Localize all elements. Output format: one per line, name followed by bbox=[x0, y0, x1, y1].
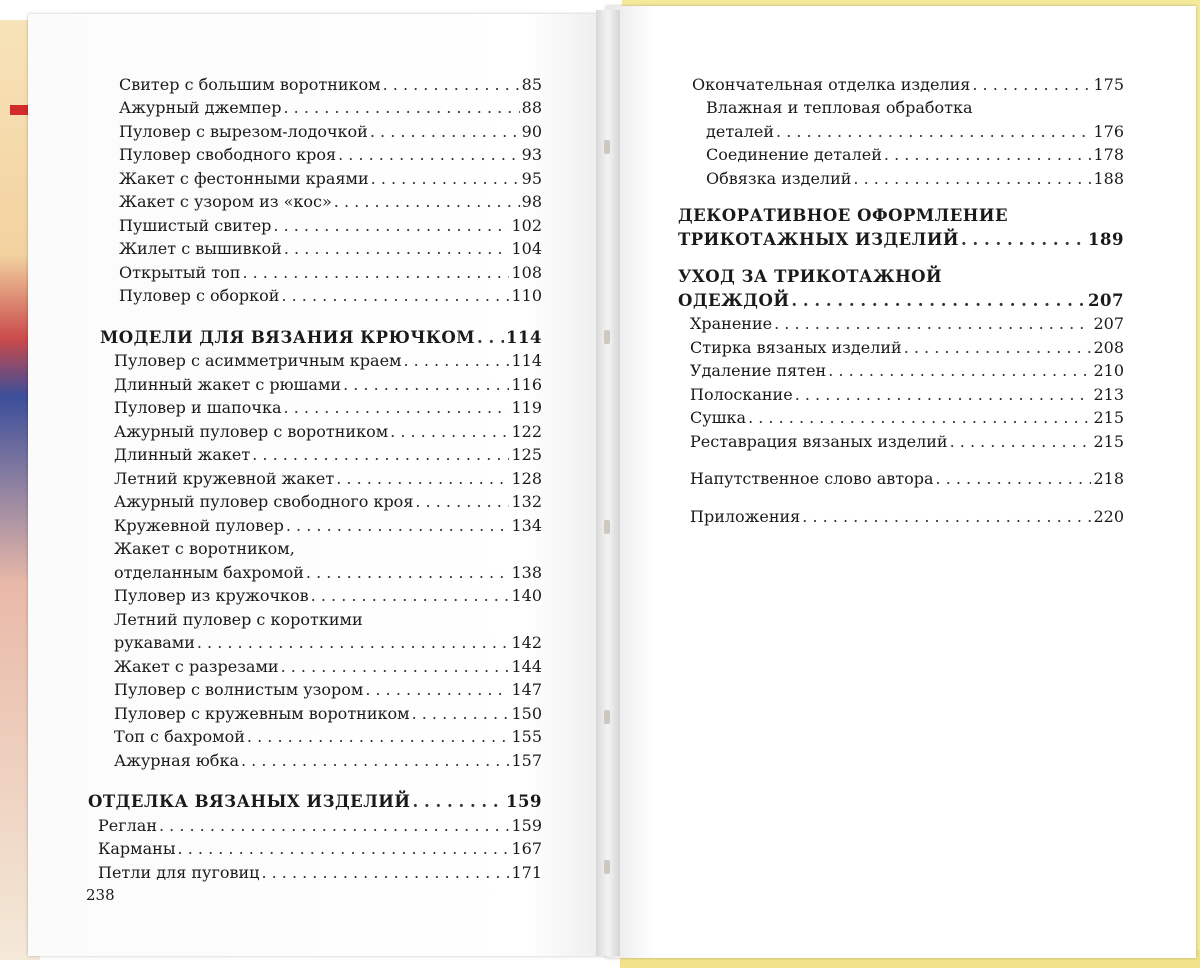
binding-stitch bbox=[604, 520, 610, 534]
toc-dot-leader bbox=[936, 468, 1092, 490]
toc-dot-leader bbox=[413, 791, 505, 813]
toc-entry-page: 102 bbox=[511, 215, 542, 235]
toc-entry-page: 213 bbox=[1093, 384, 1124, 404]
toc-entry-page: 110 bbox=[511, 286, 542, 305]
toc-entry-afterword[interactable] bbox=[690, 467, 1124, 491]
toc-entry-page: 140 bbox=[511, 586, 542, 605]
toc-entry-page: 171 bbox=[511, 862, 542, 882]
toc-entry[interactable] bbox=[119, 260, 542, 284]
toc-entry[interactable] bbox=[114, 631, 542, 655]
toc-entry-title: Ажурный джемпер bbox=[119, 98, 282, 117]
toc-dot-leader bbox=[477, 327, 504, 349]
toc-entry-page: 93 bbox=[521, 145, 542, 164]
toc-entry-title: Хранение bbox=[690, 314, 773, 333]
toc-entry[interactable] bbox=[119, 143, 542, 167]
toc-entry[interactable] bbox=[114, 349, 542, 373]
toc-entry-title: Петли для пуговиц bbox=[98, 862, 260, 882]
toc-entry-page: 147 bbox=[511, 680, 542, 699]
toc-entry-page: 108 bbox=[511, 262, 542, 282]
binding-stitch bbox=[604, 140, 610, 154]
toc-entry-title: Летний пуловер с короткими bbox=[114, 609, 363, 629]
toc-entry-page: 188 bbox=[1093, 168, 1124, 188]
toc-entry-title: Пуловер с оборкой bbox=[119, 286, 280, 305]
binding-stitch bbox=[604, 330, 610, 344]
toc-section-title: ТРИКОТАЖНЫХ ИЗДЕЛИЙ bbox=[678, 229, 959, 249]
toc-entry-title: Пуловер с кружевным воротником bbox=[114, 703, 410, 723]
toc-entry-title: деталей bbox=[706, 121, 775, 141]
toc-dot-leader bbox=[284, 238, 510, 260]
toc-entry[interactable] bbox=[114, 584, 542, 608]
toc-entry-page: 220 bbox=[1093, 506, 1124, 526]
toc-entry-page: 128 bbox=[511, 468, 542, 488]
binding-stitch bbox=[604, 860, 610, 874]
toc-entry-title: Длинный жакет с рюшами bbox=[114, 374, 342, 394]
toc-group-care bbox=[678, 312, 1124, 528]
toc-entry-page: 90 bbox=[521, 121, 542, 141]
toc-entry[interactable] bbox=[114, 701, 542, 725]
toc-entry-page: 85 bbox=[521, 74, 542, 94]
toc-entry-page: 144 bbox=[511, 656, 542, 676]
toc-entry-title: Карманы bbox=[98, 839, 176, 858]
toc-entry[interactable] bbox=[114, 513, 542, 537]
toc-section-page: 159 bbox=[506, 792, 542, 811]
toc-entry-title: Жакет с фестонными краями bbox=[119, 168, 369, 188]
toc-entry[interactable] bbox=[114, 466, 542, 490]
toc-entry-title: Ажурный пуловер свободного кроя bbox=[114, 492, 414, 511]
left-toc bbox=[88, 72, 542, 884]
toc-entry-page: 150 bbox=[511, 703, 542, 723]
toc-entry-title: Пушистый свитер bbox=[119, 215, 272, 235]
toc-entry-line1[interactable] bbox=[114, 607, 542, 631]
toc-dot-leader bbox=[791, 290, 1086, 312]
toc-entry[interactable] bbox=[119, 190, 542, 214]
toc-entry-title: Жилет с вышивкой bbox=[119, 239, 282, 258]
toc-dot-leader bbox=[961, 229, 1086, 251]
toc-dot-leader bbox=[241, 750, 509, 772]
toc-section-title: МОДЕЛИ ДЛЯ ВЯЗАНИЯ КРЮЧКОМ bbox=[100, 327, 476, 347]
toc-entry-title: Жакет с воротником, bbox=[114, 539, 295, 558]
toc-entry-title: Реставрация вязаных изделий bbox=[690, 431, 948, 451]
toc-entry-title: Удаление пятен bbox=[690, 361, 827, 380]
toc-dot-leader bbox=[273, 215, 509, 237]
toc-entry-appendix[interactable] bbox=[690, 504, 1124, 528]
toc-entry-page: 138 bbox=[511, 562, 542, 582]
toc-entry-page: 167 bbox=[511, 839, 542, 858]
toc-entry-page: 207 bbox=[1093, 314, 1124, 333]
toc-entry[interactable] bbox=[690, 382, 1124, 406]
toc-entry[interactable] bbox=[98, 813, 542, 837]
toc-entry-title: Окончательная отделка изделия bbox=[692, 74, 971, 94]
toc-entry[interactable] bbox=[690, 335, 1124, 359]
toc-entry[interactable] bbox=[114, 443, 542, 467]
toc-entry-title: Приложения bbox=[690, 506, 801, 526]
toc-section-page: 207 bbox=[1088, 290, 1124, 310]
toc-entry[interactable] bbox=[114, 372, 542, 396]
toc-dot-leader bbox=[281, 656, 510, 678]
toc-entry-title: Жакет с узором из «кос» bbox=[119, 192, 332, 211]
toc-entry[interactable] bbox=[706, 143, 1124, 167]
toc-entry-title: отделанным бахромой bbox=[114, 562, 304, 582]
toc-dot-leader bbox=[261, 862, 509, 884]
toc-entry-title: Длинный жакет bbox=[114, 445, 251, 464]
toc-dot-leader bbox=[370, 121, 520, 143]
toc-entry-page: 88 bbox=[521, 98, 542, 117]
toc-entry[interactable] bbox=[114, 396, 542, 420]
toc-entry[interactable] bbox=[114, 725, 542, 749]
toc-entry-page: 132 bbox=[511, 492, 542, 511]
toc-dot-leader bbox=[178, 838, 510, 860]
toc-dot-leader bbox=[853, 168, 1091, 190]
toc-entry-page: 142 bbox=[511, 633, 542, 652]
toc-entry[interactable] bbox=[706, 119, 1124, 143]
toc-dot-leader bbox=[247, 726, 510, 748]
toc-entry-page: 157 bbox=[511, 750, 542, 770]
toc-entry[interactable] bbox=[114, 678, 542, 702]
toc-entry-title: Пуловер с волнистым узором bbox=[114, 680, 364, 699]
toc-entry[interactable] bbox=[119, 284, 542, 308]
toc-dot-leader bbox=[336, 468, 509, 490]
toc-entry-page: 178 bbox=[1093, 145, 1124, 164]
toc-entry-title: Полоскание bbox=[690, 384, 793, 404]
toc-entry[interactable] bbox=[114, 419, 542, 443]
toc-dot-leader bbox=[252, 444, 509, 466]
toc-dot-leader bbox=[242, 262, 509, 284]
toc-entry-page: 116 bbox=[511, 374, 542, 394]
page-number: 238 bbox=[86, 886, 115, 904]
right-toc bbox=[678, 72, 1124, 528]
toc-dot-leader bbox=[306, 562, 510, 584]
toc-dot-leader bbox=[338, 144, 520, 166]
toc-entry-title: Напутственное слово автора bbox=[690, 469, 934, 488]
toc-entry[interactable] bbox=[690, 406, 1124, 430]
toc-entry-title: Свитер с большим воротником bbox=[119, 74, 381, 94]
toc-entry-title: Стирка вязаных изделий bbox=[690, 337, 902, 357]
toc-entry-page: 208 bbox=[1093, 337, 1124, 357]
toc-section-page: 189 bbox=[1088, 229, 1124, 249]
toc-entry-page: 125 bbox=[511, 445, 542, 464]
toc-dot-leader bbox=[159, 815, 509, 837]
toc-entry[interactable] bbox=[706, 166, 1124, 190]
toc-entry-page: 98 bbox=[521, 192, 542, 211]
toc-dot-leader bbox=[904, 337, 1092, 359]
toc-entry-page: 122 bbox=[511, 421, 542, 441]
toc-entry[interactable] bbox=[98, 837, 542, 861]
toc-section-decor-line1[interactable] bbox=[678, 204, 1124, 228]
toc-entry-title: Пуловер и шапочка bbox=[114, 398, 282, 417]
toc-entry-title: Сушка bbox=[690, 408, 747, 427]
toc-entry[interactable] bbox=[119, 166, 542, 190]
toc-entry-title: Кружевной пуловер bbox=[114, 515, 284, 535]
toc-section-title: УХОД ЗА ТРИКОТАЖНОЙ bbox=[678, 267, 943, 286]
toc-section-care-line1[interactable] bbox=[678, 265, 1124, 289]
toc-dot-leader bbox=[371, 168, 520, 190]
toc-entry-title: Реглан bbox=[98, 815, 157, 835]
toc-entry[interactable] bbox=[692, 72, 1124, 96]
toc-entry-title: Летний кружевной жакет bbox=[114, 468, 335, 488]
toc-entry[interactable] bbox=[119, 96, 542, 120]
toc-section-page: 114 bbox=[506, 327, 542, 347]
toc-dot-leader bbox=[404, 350, 510, 372]
toc-entry-page: 210 bbox=[1093, 361, 1124, 380]
toc-dot-leader bbox=[795, 384, 1092, 406]
toc-group-finishing bbox=[98, 813, 542, 884]
toc-entry-line1[interactable] bbox=[706, 96, 1124, 120]
toc-dot-leader bbox=[343, 374, 509, 396]
toc-entry-page: 114 bbox=[511, 351, 542, 370]
toc-dot-leader bbox=[383, 74, 520, 96]
toc-dot-leader bbox=[334, 191, 520, 213]
toc-entry[interactable] bbox=[119, 119, 542, 143]
toc-dot-leader bbox=[950, 431, 1092, 453]
toc-entry-page: 159 bbox=[511, 815, 542, 835]
toc-entry-title: Обвязка изделий bbox=[706, 168, 852, 188]
toc-dot-leader bbox=[311, 585, 510, 607]
toc-dot-leader bbox=[365, 679, 509, 701]
toc-section-title: ОДЕЖДОЙ bbox=[678, 290, 790, 310]
toc-entry[interactable] bbox=[690, 429, 1124, 453]
toc-entry-title: Открытый топ bbox=[119, 262, 241, 282]
toc-entry-title: Пуловер из кружочков bbox=[114, 586, 309, 605]
toc-dot-leader bbox=[281, 285, 509, 307]
toc-entry-page: 218 bbox=[1093, 469, 1124, 488]
toc-section-decor[interactable] bbox=[678, 227, 1124, 251]
toc-entry-page: 155 bbox=[511, 727, 542, 746]
toc-section-title: ОТДЕЛКА ВЯЗАНЫХ ИЗДЕЛИЙ bbox=[88, 792, 411, 811]
toc-dot-leader bbox=[972, 74, 1091, 96]
toc-entry-title: Влажная и тепловая обработка bbox=[706, 98, 973, 117]
toc-dot-leader bbox=[415, 491, 509, 513]
toc-entry-page: 119 bbox=[511, 398, 542, 417]
toc-entry-title: Жакет с разрезами bbox=[114, 656, 279, 676]
toc-entry-title: Пуловер с асимметричным краем bbox=[114, 351, 402, 370]
toc-section-crochet[interactable] bbox=[100, 325, 542, 349]
toc-entry-page: 175 bbox=[1093, 74, 1124, 94]
toc-entry-line1[interactable] bbox=[114, 537, 542, 561]
toc-entry[interactable] bbox=[119, 237, 542, 261]
toc-dot-leader bbox=[284, 397, 510, 419]
toc-group-knitting bbox=[100, 72, 542, 307]
toc-dot-leader bbox=[197, 632, 510, 654]
toc-entry-title: Соединение деталей bbox=[706, 145, 882, 164]
toc-entry-title: Пуловер с вырезом-лодочкой bbox=[119, 121, 368, 141]
toc-entry[interactable] bbox=[114, 748, 542, 772]
binding-stitch bbox=[604, 710, 610, 724]
toc-entry-page: 176 bbox=[1093, 121, 1124, 141]
toc-dot-leader bbox=[828, 360, 1091, 382]
toc-entry[interactable] bbox=[690, 312, 1124, 336]
toc-entry[interactable] bbox=[98, 860, 542, 884]
toc-dot-leader bbox=[748, 407, 1091, 429]
toc-entry-page: 215 bbox=[1093, 431, 1124, 451]
toc-entry-page: 104 bbox=[511, 239, 542, 258]
toc-entry[interactable] bbox=[114, 654, 542, 678]
toc-group-crochet bbox=[100, 349, 542, 772]
toc-entry-title: Топ с бахромой bbox=[114, 727, 245, 746]
toc-dot-leader bbox=[412, 703, 510, 725]
toc-dot-leader bbox=[286, 515, 510, 537]
toc-dot-leader bbox=[390, 421, 509, 443]
toc-dot-leader bbox=[284, 97, 520, 119]
toc-entry[interactable] bbox=[114, 560, 542, 584]
toc-entry-page: 95 bbox=[521, 168, 542, 188]
toc-section-title: ДЕКОРАТИВНОЕ ОФОРМЛЕНИЕ bbox=[678, 206, 1009, 225]
toc-dot-leader bbox=[802, 506, 1091, 528]
toc-entry-page: 134 bbox=[511, 515, 542, 535]
toc-entry-title: Пуловер свободного кроя bbox=[119, 145, 337, 164]
toc-entry[interactable] bbox=[119, 72, 542, 96]
toc-section-care[interactable] bbox=[678, 288, 1124, 312]
toc-section-finishing[interactable] bbox=[88, 790, 542, 814]
toc-dot-leader bbox=[884, 144, 1092, 166]
toc-entry-page: 215 bbox=[1093, 408, 1124, 427]
toc-dot-leader bbox=[774, 313, 1091, 335]
toc-entry[interactable] bbox=[114, 490, 542, 514]
toc-entry-title: рукавами bbox=[114, 633, 195, 652]
toc-entry-title: Ажурный пуловер с воротником bbox=[114, 421, 389, 441]
toc-entry[interactable] bbox=[690, 359, 1124, 383]
toc-dot-leader bbox=[776, 121, 1091, 143]
toc-entry-title: Ажурная юбка bbox=[114, 750, 239, 770]
toc-entry[interactable] bbox=[119, 213, 542, 237]
